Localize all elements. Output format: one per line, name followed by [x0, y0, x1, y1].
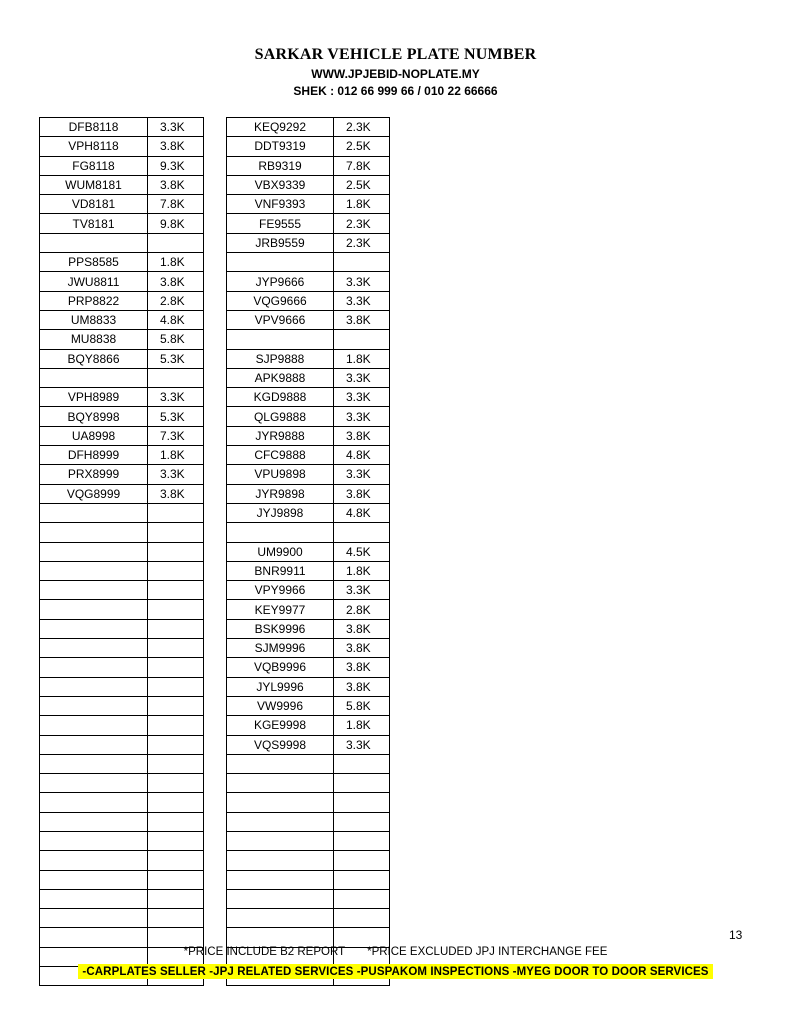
plate-number-cell: JRB9559 [227, 233, 334, 252]
table-row [227, 831, 390, 850]
plate-number-cell: KGE9998 [227, 716, 334, 735]
price-cell: 9.8K [148, 214, 204, 233]
plate-number-cell [40, 812, 148, 831]
plate-number-cell: UA8998 [40, 426, 148, 445]
price-cell: 3.3K [334, 388, 390, 407]
price-cell [148, 851, 204, 870]
table-row [40, 523, 204, 542]
plate-number-cell: VQB9996 [227, 658, 334, 677]
price-cell [148, 542, 204, 561]
price-cell: 4.8K [334, 446, 390, 465]
table-row [227, 581, 390, 600]
table-row [227, 272, 390, 291]
plate-number-cell: SJM9996 [227, 639, 334, 658]
price-cell: 3.8K [334, 639, 390, 658]
plate-number-cell [40, 600, 148, 619]
price-cell: 7.8K [334, 156, 390, 175]
plate-number-cell [40, 561, 148, 580]
price-cell: 3.3K [148, 118, 204, 137]
plate-number-cell [40, 542, 148, 561]
table-row [227, 600, 390, 619]
price-cell [148, 754, 204, 773]
plate-number-cell: VPU9898 [227, 465, 334, 484]
price-cell [148, 831, 204, 850]
table-row [40, 407, 204, 426]
price-cell: 3.3K [334, 272, 390, 291]
plate-number-cell [227, 870, 334, 889]
price-cell [148, 561, 204, 580]
price-cell [148, 503, 204, 522]
price-cell: 1.8K [148, 253, 204, 272]
plate-number-cell: UM8833 [40, 310, 148, 329]
table-row [40, 291, 204, 310]
price-cell: 4.8K [148, 310, 204, 329]
table-row [227, 156, 390, 175]
price-cell [148, 658, 204, 677]
price-cell [148, 735, 204, 754]
price-cell: 3.8K [148, 137, 204, 156]
plate-number-cell: KEY9977 [227, 600, 334, 619]
plate-number-cell [227, 928, 334, 947]
right-plate-table [226, 117, 390, 986]
price-cell [334, 870, 390, 889]
price-cell: 9.3K [148, 156, 204, 175]
price-cell: 3.3K [148, 388, 204, 407]
table-row [227, 716, 390, 735]
price-cell: 3.3K [334, 368, 390, 387]
plate-number-cell: JYR9898 [227, 484, 334, 503]
plate-number-cell [40, 735, 148, 754]
left-plate-table [39, 117, 204, 986]
price-cell: 1.8K [148, 446, 204, 465]
plate-number-cell: VPH8989 [40, 388, 148, 407]
plate-number-cell [40, 889, 148, 908]
table-row [227, 523, 390, 542]
price-cell [334, 523, 390, 542]
table-row [40, 696, 204, 715]
table-row [40, 658, 204, 677]
table-row [40, 619, 204, 638]
plate-number-cell: VQS9998 [227, 735, 334, 754]
table-row [40, 465, 204, 484]
table-row [227, 330, 390, 349]
plate-number-cell: FG8118 [40, 156, 148, 175]
price-cell [148, 696, 204, 715]
price-cell: 2.5K [334, 175, 390, 194]
table-row [227, 446, 390, 465]
table-row [227, 851, 390, 870]
table-row [40, 446, 204, 465]
price-cell: 3.3K [334, 735, 390, 754]
plate-number-cell: JYP9666 [227, 272, 334, 291]
table-row [40, 388, 204, 407]
table-row [40, 909, 204, 928]
table-row [40, 600, 204, 619]
table-row [40, 175, 204, 194]
table-row [227, 561, 390, 580]
price-cell [334, 330, 390, 349]
price-cell [334, 928, 390, 947]
table-row [40, 677, 204, 696]
table-row [40, 272, 204, 291]
price-cell: 2.8K [334, 600, 390, 619]
plate-number-cell [227, 754, 334, 773]
price-cell [334, 253, 390, 272]
services-text: -CARPLATES SELLER -JPJ RELATED SERVICES -PUSPAKOM INSPECTIONS -MYEG DOOR TO DOOR SERVICES [78, 964, 712, 979]
price-cell [148, 639, 204, 658]
price-cell: 1.8K [334, 561, 390, 580]
price-cell [334, 754, 390, 773]
price-cell [148, 889, 204, 908]
plate-number-cell: VBX9339 [227, 175, 334, 194]
table-row [227, 175, 390, 194]
plate-number-cell: BQY8866 [40, 349, 148, 368]
price-cell [148, 909, 204, 928]
table-row [227, 639, 390, 658]
price-cell: 3.8K [148, 484, 204, 503]
plate-number-cell: VD8181 [40, 195, 148, 214]
services-banner [0, 962, 791, 980]
price-cell: 5.8K [334, 696, 390, 715]
table-row [227, 137, 390, 156]
plate-number-cell [40, 677, 148, 696]
plate-number-cell [227, 831, 334, 850]
price-cell [148, 581, 204, 600]
table-row [40, 542, 204, 561]
price-cell [148, 523, 204, 542]
plate-number-cell: JYR9888 [227, 426, 334, 445]
table-row [40, 754, 204, 773]
price-cell: 1.8K [334, 349, 390, 368]
plate-number-cell: DDT9319 [227, 137, 334, 156]
price-cell: 5.3K [148, 407, 204, 426]
table-row [40, 812, 204, 831]
price-cell [148, 233, 204, 252]
table-row [227, 909, 390, 928]
plate-number-cell: UM9900 [227, 542, 334, 561]
table-row [40, 484, 204, 503]
table-row [227, 658, 390, 677]
plate-number-cell [40, 851, 148, 870]
plate-number-cell [40, 870, 148, 889]
plate-number-cell [227, 793, 334, 812]
plate-number-cell [40, 233, 148, 252]
plate-number-cell: VPH8118 [40, 137, 148, 156]
plate-number-cell: SJP9888 [227, 349, 334, 368]
plate-number-cell [40, 523, 148, 542]
plate-number-cell [227, 851, 334, 870]
price-cell: 3.8K [334, 426, 390, 445]
table-row [227, 619, 390, 638]
plate-number-cell [227, 330, 334, 349]
plate-number-cell [40, 581, 148, 600]
table-row [40, 716, 204, 735]
price-cell: 3.3K [334, 291, 390, 310]
price-cell [148, 774, 204, 793]
price-cell: 4.8K [334, 503, 390, 522]
plate-number-cell: DFB8118 [40, 118, 148, 137]
plate-number-cell: DFH8999 [40, 446, 148, 465]
price-cell [148, 812, 204, 831]
price-cell: 3.8K [334, 484, 390, 503]
plate-number-cell: KGD9888 [227, 388, 334, 407]
price-cell: 7.8K [148, 195, 204, 214]
price-cell [334, 793, 390, 812]
plate-number-cell: JWU8811 [40, 272, 148, 291]
table-row [40, 503, 204, 522]
price-cell: 1.8K [334, 195, 390, 214]
table-row [40, 137, 204, 156]
price-cell: 4.5K [334, 542, 390, 561]
table-row [227, 793, 390, 812]
price-cell: 5.8K [148, 330, 204, 349]
table-row [227, 233, 390, 252]
plate-number-cell [40, 774, 148, 793]
price-notes [0, 946, 791, 958]
table-row [227, 542, 390, 561]
price-cell: 3.3K [148, 465, 204, 484]
table-row [40, 349, 204, 368]
table-row [227, 465, 390, 484]
plate-number-cell [40, 696, 148, 715]
table-row [227, 426, 390, 445]
table-row [227, 291, 390, 310]
price-cell: 3.8K [148, 175, 204, 194]
plate-number-cell: BSK9996 [227, 619, 334, 638]
plate-number-cell: VPY9966 [227, 581, 334, 600]
plate-number-cell [40, 503, 148, 522]
table-row [227, 754, 390, 773]
price-cell: 2.3K [334, 118, 390, 137]
plate-number-cell [227, 889, 334, 908]
table-row [40, 735, 204, 754]
plate-number-cell: VQG8999 [40, 484, 148, 503]
price-cell [334, 909, 390, 928]
price-cell: 3.8K [148, 272, 204, 291]
plate-number-cell: APK9888 [227, 368, 334, 387]
table-row [40, 851, 204, 870]
price-note-include: *PRICE INCLUDE B2 REPORT [183, 946, 346, 958]
plate-number-cell [227, 812, 334, 831]
page-title: SARKAR VEHICLE PLATE NUMBER [254, 46, 537, 63]
table-row [40, 253, 204, 272]
contact-info: SHEK : 012 66 999 66 / 010 22 66666 [293, 84, 498, 98]
table-row [227, 812, 390, 831]
plate-number-cell: FE9555 [227, 214, 334, 233]
plate-number-cell [227, 774, 334, 793]
table-row [40, 310, 204, 329]
price-cell: 2.8K [148, 291, 204, 310]
page-number: 13 [729, 928, 743, 942]
table-row [227, 735, 390, 754]
price-cell: 2.3K [334, 214, 390, 233]
price-cell: 2.5K [334, 137, 390, 156]
price-cell: 2.3K [334, 233, 390, 252]
price-cell: 3.3K [334, 581, 390, 600]
plate-number-cell: VPV9666 [227, 310, 334, 329]
table-row [227, 696, 390, 715]
plate-number-cell: TV8181 [40, 214, 148, 233]
website-url: WWW.JPJEBID-NOPLATE.MY [311, 67, 480, 81]
table-row [227, 214, 390, 233]
price-cell [334, 831, 390, 850]
table-row [40, 368, 204, 387]
plate-number-cell: WUM8181 [40, 175, 148, 194]
plate-number-cell: JYL9996 [227, 677, 334, 696]
plate-number-cell: QLG9888 [227, 407, 334, 426]
price-cell [148, 716, 204, 735]
table-row [227, 889, 390, 908]
price-cell: 3.8K [334, 619, 390, 638]
plate-number-cell: JYJ9898 [227, 503, 334, 522]
price-cell: 3.8K [334, 677, 390, 696]
table-row [227, 253, 390, 272]
price-cell [334, 851, 390, 870]
plate-number-cell [40, 754, 148, 773]
plate-number-cell [40, 928, 148, 947]
price-cell: 1.8K [334, 716, 390, 735]
table-row [40, 195, 204, 214]
plate-number-cell [40, 658, 148, 677]
plate-number-cell [227, 253, 334, 272]
table-row [227, 503, 390, 522]
price-cell [334, 812, 390, 831]
table-row [40, 774, 204, 793]
plate-number-cell: KEQ9292 [227, 118, 334, 137]
table-row [40, 889, 204, 908]
table-row [40, 330, 204, 349]
table-row [40, 928, 204, 947]
price-cell: 5.3K [148, 349, 204, 368]
price-cell: 3.8K [334, 658, 390, 677]
table-row [40, 639, 204, 658]
plate-number-cell: BQY8998 [40, 407, 148, 426]
plate-number-cell [40, 831, 148, 850]
price-cell: 7.3K [148, 426, 204, 445]
price-cell [148, 677, 204, 696]
table-row [227, 870, 390, 889]
plate-number-cell [40, 639, 148, 658]
plate-number-cell [40, 619, 148, 638]
plate-number-cell: PRX8999 [40, 465, 148, 484]
price-cell [148, 928, 204, 947]
table-row [227, 368, 390, 387]
price-cell: 3.3K [334, 407, 390, 426]
table-row [40, 793, 204, 812]
table-row [227, 118, 390, 137]
plate-number-cell: RB9319 [227, 156, 334, 175]
table-row [227, 484, 390, 503]
table-row [227, 195, 390, 214]
plate-number-cell: VNF9393 [227, 195, 334, 214]
plate-number-cell [227, 523, 334, 542]
plate-number-cell: PRP8822 [40, 291, 148, 310]
price-note-exclude: *PRICE EXCLUDED JPJ INTERCHANGE FEE [367, 946, 608, 958]
plate-number-cell: BNR9911 [227, 561, 334, 580]
plate-number-cell: PPS8585 [40, 253, 148, 272]
plate-number-cell [40, 793, 148, 812]
price-cell [334, 889, 390, 908]
table-row [227, 774, 390, 793]
table-row [40, 233, 204, 252]
plate-number-cell: CFC9888 [227, 446, 334, 465]
table-row [40, 156, 204, 175]
plate-number-cell [40, 909, 148, 928]
plate-number-cell [227, 909, 334, 928]
price-cell: 3.8K [334, 310, 390, 329]
table-row [40, 118, 204, 137]
plate-number-cell [40, 716, 148, 735]
table-row [227, 349, 390, 368]
price-cell [334, 774, 390, 793]
plate-number-cell: VW9996 [227, 696, 334, 715]
table-row [227, 407, 390, 426]
plate-number-cell [40, 368, 148, 387]
price-cell [148, 870, 204, 889]
table-row [227, 388, 390, 407]
price-cell [148, 600, 204, 619]
table-row [227, 310, 390, 329]
table-row [40, 561, 204, 580]
plate-number-cell: VQG9666 [227, 291, 334, 310]
table-row [40, 214, 204, 233]
price-cell [148, 793, 204, 812]
table-row [40, 581, 204, 600]
table-row [40, 870, 204, 889]
plate-number-cell: MU8838 [40, 330, 148, 349]
table-row [40, 426, 204, 445]
price-cell [148, 619, 204, 638]
price-cell [148, 368, 204, 387]
price-cell: 3.3K [334, 465, 390, 484]
table-row [227, 677, 390, 696]
table-row [40, 831, 204, 850]
table-row [227, 928, 390, 947]
